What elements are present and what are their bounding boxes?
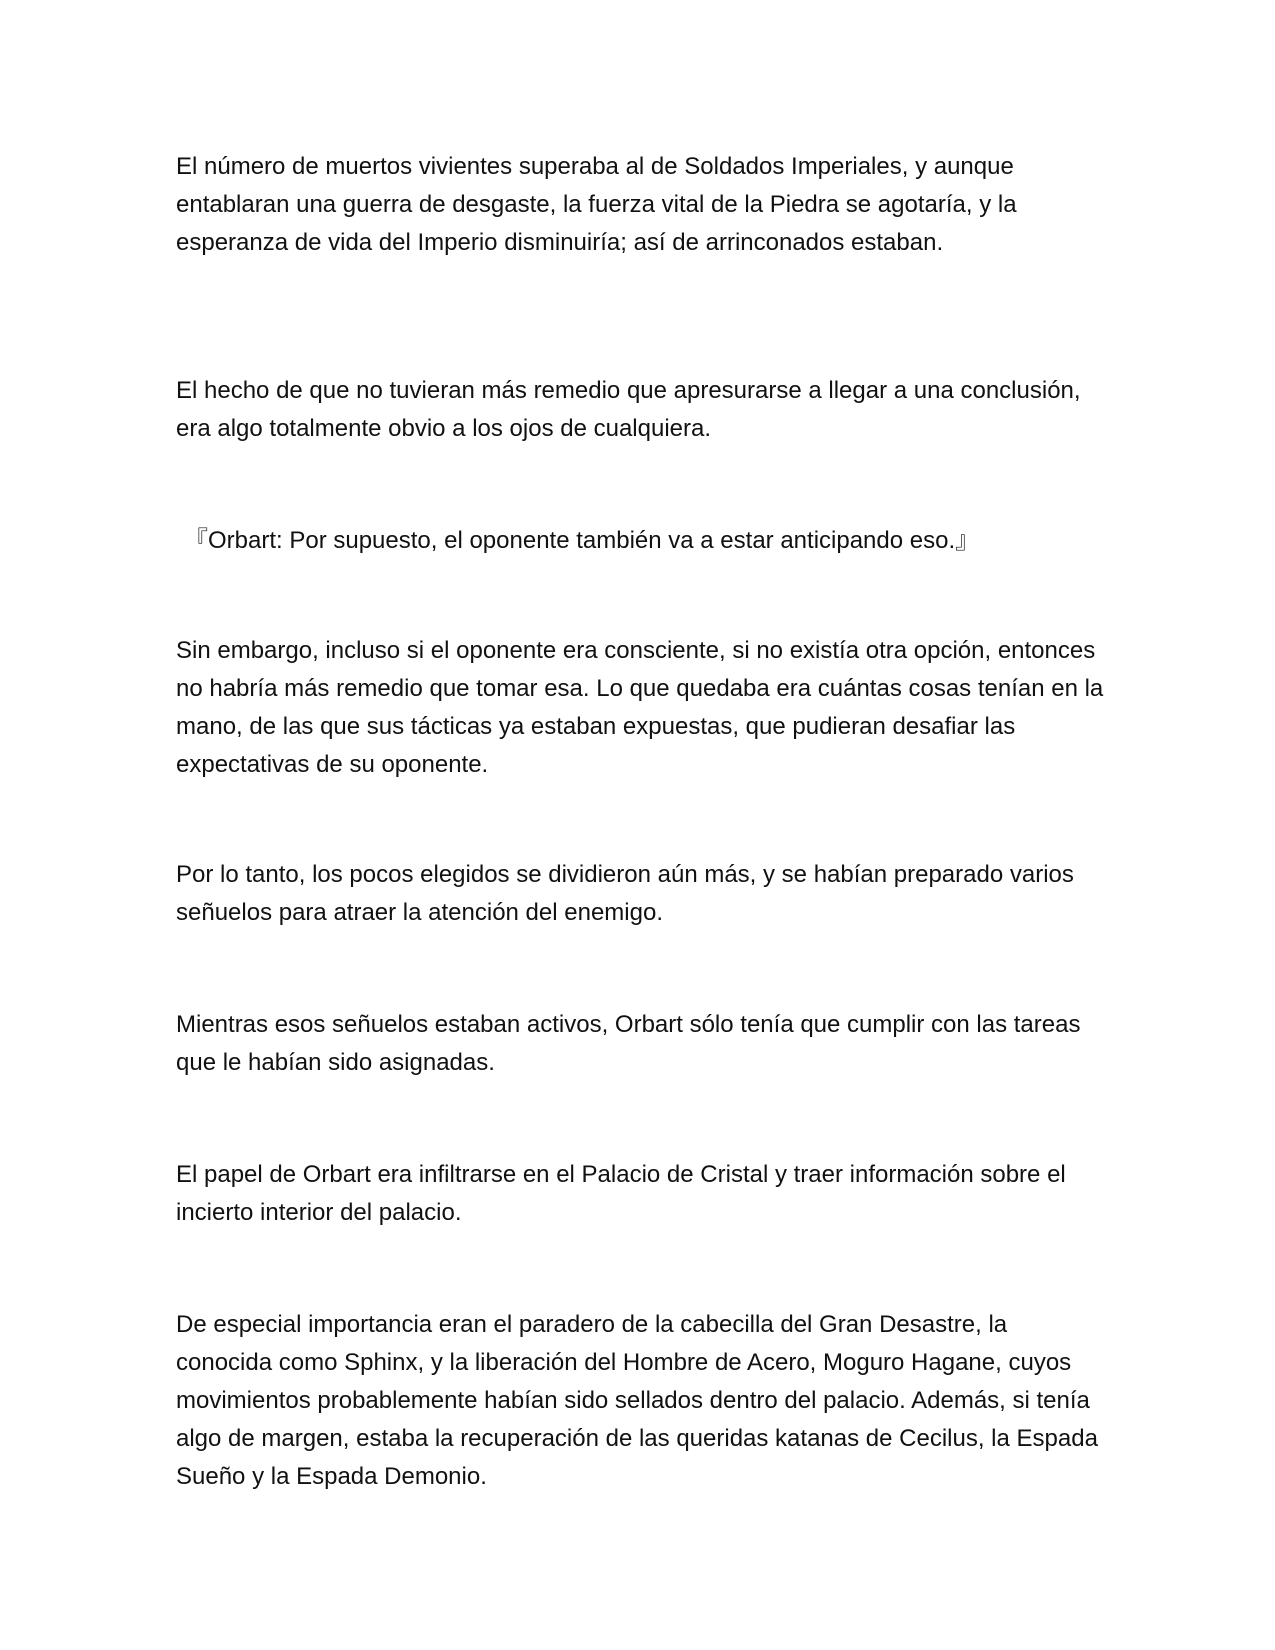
paragraph-8: De especial importancia eran el paradero de la cabecilla del Gran Desastre, la conocida como Sphinx, y la liberación del Hombre de Acero, Moguro Hagane, cuyos movimientos probablemente habían sido sellados dentro del palacio. Además, si tenía algo de margen, estaba la recuperación de las queridas katanas de Cecilus, la Espada Sueño y la Espada Demonio. <box>176 1311 1098 1490</box>
paragraph-6: Mientras esos señuelos estaban activos, Orbart sólo tenía que cumplir con las tareas que le habían sido asignadas. <box>176 1011 1081 1076</box>
paragraph-1: El número de muertos vivientes superaba al de Soldados Imperiales, y aunque entablaran una guerra de desgaste, la fuerza vital de la Piedra se agotaría, y la esperanza de vida del Imperio disminuiría; así de arrinconados estaban. <box>176 153 1017 256</box>
paragraph-2: El hecho de que no tuvieran más remedio que apresurarse a llegar a una conclusión, era algo totalmente obvio a los ojos de cualquiera. <box>176 377 1081 442</box>
paragraph-5: Por lo tanto, los pocos elegidos se dividieron aún más, y se habían preparado varios señuelos para atraer la atención del enemigo. <box>176 861 1074 926</box>
dialogue-line: 『Orbart: Por supuesto, el oponente también va a estar anticipando eso.』 <box>184 527 980 554</box>
paragraph-7: El papel de Orbart era infiltrarse en el Palacio de Cristal y traer información sobre el incierto interior del palacio. <box>176 1161 1066 1226</box>
paragraph-4: Sin embargo, incluso si el oponente era consciente, si no existía otra opción, entonces no habría más remedio que tomar esa. Lo que quedaba era cuántas cosas tenían en la mano, de las que sus tácticas ya estaban expuestas, que pudieran desafiar las expectativas de su oponente. <box>176 637 1104 778</box>
